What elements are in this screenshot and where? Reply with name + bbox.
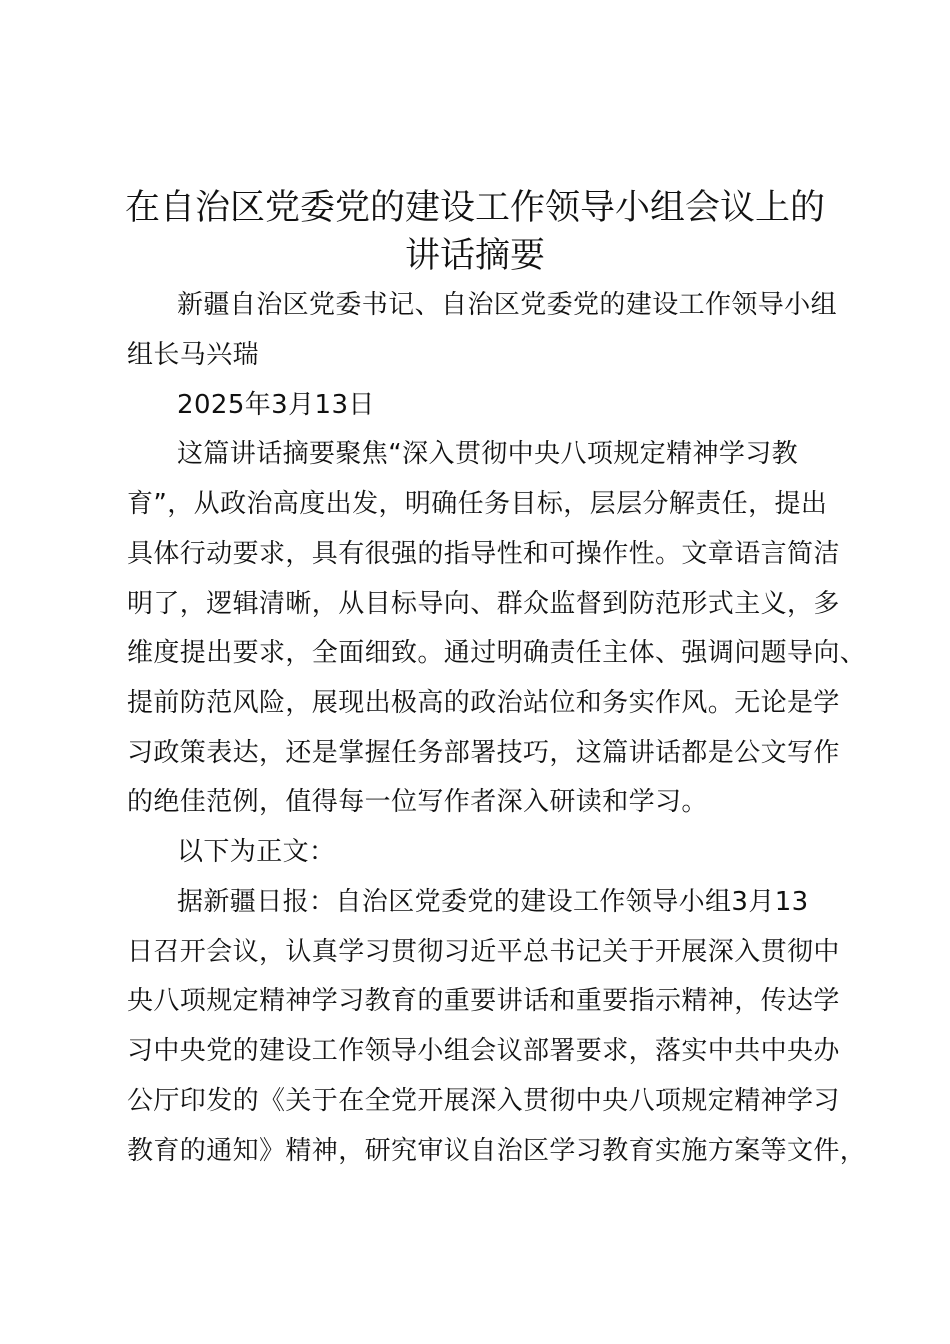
summary-line-1: 这篇讲话摘要聚焦“深入贯彻中央八项规定精神学习教 [177, 439, 799, 469]
author-line-1: 新疆自治区党委书记、自治区党委党的建设工作领导小组 [177, 290, 838, 320]
title-line-2: 讲话摘要 [404, 236, 545, 276]
title-line-1: 在自治区党委党的建设工作领导小组会议上的 [124, 188, 825, 228]
summary-line-2: 育”，从政治高度出发，明确任务目标，层层分解责任，提出 [127, 489, 828, 519]
body-line-5: 公厅印发的《关于在全党开展深入贯彻中央八项规定精神学习 [127, 1086, 840, 1116]
date-line: 2025年3月13日 [177, 390, 375, 420]
body-line-4: 习中央党的建设工作领导小组会议部署要求，落实中共中央办 [127, 1036, 840, 1066]
summary-line-4: 明了，逻辑清晰，从目标导向、群众监督到防范形式主义，多 [127, 589, 840, 619]
body-line-1: 据新疆日报：自治区党委党的建设工作领导小组3月13 [177, 887, 809, 917]
summary-line-8: 的绝佳范例，值得每一位写作者深入研读和学习。 [127, 787, 708, 817]
intro-line: 以下为正文： [177, 837, 336, 867]
body-line-6: 教育的通知》精神，研究审议自治区学习教育实施方案等文件， [127, 1136, 867, 1166]
author-line-2: 组长马兴瑞 [127, 340, 260, 370]
body-line-2: 日召开会议，认真学习贯彻习近平总书记关于开展深入贯彻中 [127, 937, 840, 967]
summary-line-5: 维度提出要求，全面细致。通过明确责任主体、强调问题导向、 [127, 638, 867, 668]
summary-line-6: 提前防范风险，展现出极高的政治站位和务实作风。无论是学 [127, 688, 840, 718]
summary-line-3: 具体行动要求，具有很强的指导性和可操作性。文章语言简洁 [127, 539, 840, 569]
body-line-3: 央八项规定精神学习教育的重要讲话和重要指示精神，传达学 [127, 986, 840, 1016]
summary-line-7: 习政策表达，还是掌握任务部署技巧，这篇讲话都是公文写作 [127, 738, 840, 768]
